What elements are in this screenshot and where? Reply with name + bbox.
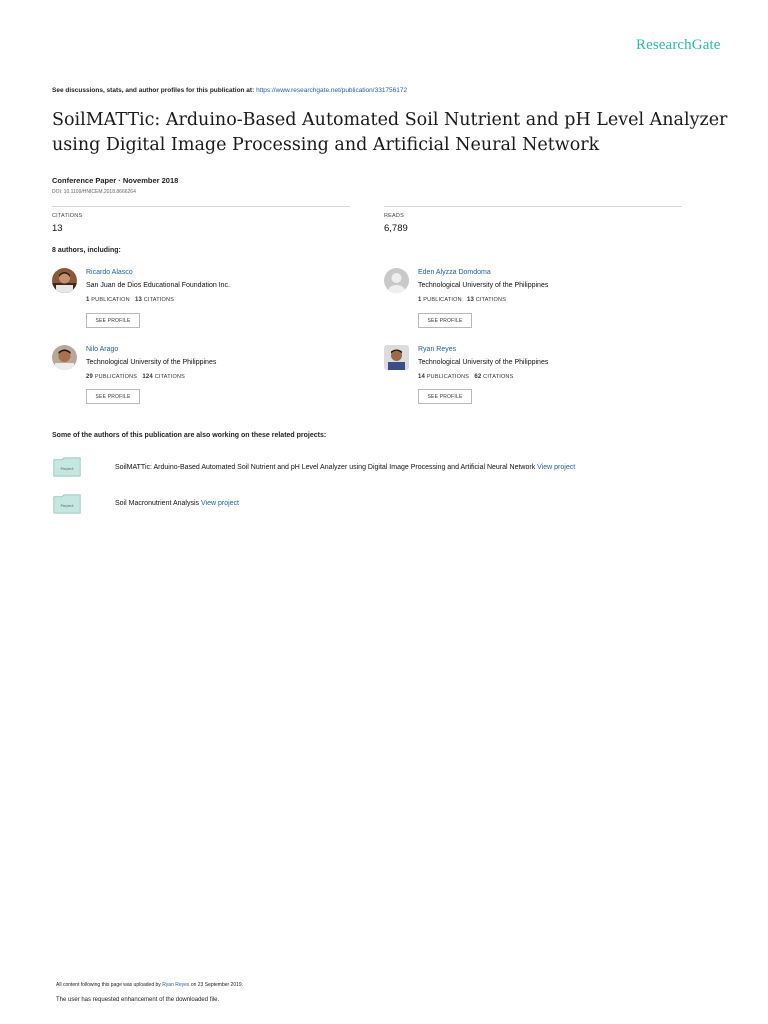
citations-label: CITATIONS <box>52 213 83 219</box>
avatar[interactable] <box>52 345 77 370</box>
avatar[interactable] <box>52 268 77 293</box>
discussions-line <box>52 87 407 94</box>
project-folder-icon <box>52 457 83 479</box>
paper-title: SoilMATTic: Arduino-Based Automated Soil Nutrient and pH Level Analyzer using Digital Image Processing and Artificial Neural Network <box>52 110 728 155</box>
author-stats <box>418 374 513 380</box>
reads-label: READS <box>384 213 404 219</box>
project-icon-label: Project <box>60 503 74 509</box>
upload-suffix: on 23 September 2019. <box>190 982 244 988</box>
author-citations-label: CITATIONS <box>143 297 175 303</box>
see-profile-button[interactable]: SEE PROFILE <box>418 313 472 328</box>
author-name-link[interactable]: Ryan Reyes <box>418 346 457 353</box>
author-publications-count: 1 <box>86 297 90 303</box>
author-citations-count: 124 <box>142 374 153 380</box>
project-icon-label: Project <box>60 466 74 472</box>
avatar[interactable] <box>384 268 409 293</box>
publication-type-date: Conference Paper · November 2018 <box>52 176 179 185</box>
author-name-link[interactable]: Ricardo Alasco <box>86 269 133 276</box>
author-photo-icon <box>52 268 77 293</box>
author-publications-label: PUBLICATION <box>423 297 462 303</box>
see-profile-button[interactable]: SEE PROFILE <box>418 389 472 404</box>
upload-prefix: All content following this page was uploaded by <box>56 982 161 988</box>
author-publications-label: PUBLICATIONS <box>426 374 470 380</box>
projects-heading: Some of the authors of this publication are also working on these related projects: <box>52 432 327 439</box>
view-project-link[interactable]: View project <box>537 464 576 471</box>
author-photo-icon <box>384 345 409 370</box>
author-institution: Technological University of the Philippines <box>86 359 217 366</box>
author-publications-count: 14 <box>418 374 426 380</box>
upload-note <box>56 982 243 988</box>
default-avatar-icon <box>384 268 409 293</box>
author-citations-label: CITATIONS <box>154 374 186 380</box>
citations-divider <box>52 206 350 207</box>
author-citations-label: CITATIONS <box>475 297 507 303</box>
project-item <box>115 464 575 471</box>
author-citations-count: 62 <box>474 374 482 380</box>
authors-heading: 8 authors, including: <box>52 247 121 254</box>
author-publications-label: PUBLICATIONS <box>94 374 138 380</box>
project-folder-icon <box>52 494 83 516</box>
project-item <box>115 500 239 507</box>
project-title: Soil Macronutrient Analysis <box>115 500 200 507</box>
author-institution: Technological University of the Philippines <box>418 359 549 366</box>
author-stats <box>86 374 185 380</box>
see-profile-button[interactable]: SEE PROFILE <box>86 313 140 328</box>
author-institution: Technological University of the Philippines <box>418 282 549 289</box>
publication-url-link[interactable]: https://www.researchgate.net/publication/331756172 <box>256 87 408 94</box>
citations-value: 13 <box>52 223 63 234</box>
author-photo-icon <box>52 345 77 370</box>
author-publications-count: 29 <box>86 374 94 380</box>
author-citations-count: 13 <box>134 297 143 303</box>
author-name-link[interactable]: Eden Alyzza Domdoma <box>418 269 491 276</box>
author-publications-count: 1 <box>418 297 422 303</box>
author-citations-count: 13 <box>466 297 475 303</box>
author-name-link[interactable]: Nilo Arago <box>86 346 119 353</box>
author-stats <box>86 297 174 303</box>
author-institution: San Juan de Dios Educational Foundation Inc. <box>86 282 230 289</box>
view-project-link[interactable]: View project <box>201 500 240 507</box>
reads-divider <box>384 206 682 207</box>
see-profile-button[interactable]: SEE PROFILE <box>86 389 140 404</box>
author-stats <box>418 297 506 303</box>
enhancement-note: The user has requested enhancement of the downloaded file. <box>56 997 220 1003</box>
uploader-link[interactable]: Ryan Reyes <box>162 982 190 988</box>
author-publications-label: PUBLICATION <box>91 297 130 303</box>
avatar[interactable] <box>384 345 409 370</box>
publication-doi: DOI: 10.1109/HNICEM.2018.8666264 <box>52 189 136 195</box>
project-title: SoilMATTic: Arduino-Based Automated Soil Nutrient and pH Level Analyzer using Digital Image Processing and Artificial Neural Network <box>115 464 536 471</box>
reads-value: 6,789 <box>384 223 408 234</box>
author-citations-label: CITATIONS <box>483 374 514 380</box>
discussions-prefix: See discussions, stats, and author profiles for this publication at: <box>52 87 255 94</box>
researchgate-logo[interactable]: ResearchGate <box>636 37 721 53</box>
